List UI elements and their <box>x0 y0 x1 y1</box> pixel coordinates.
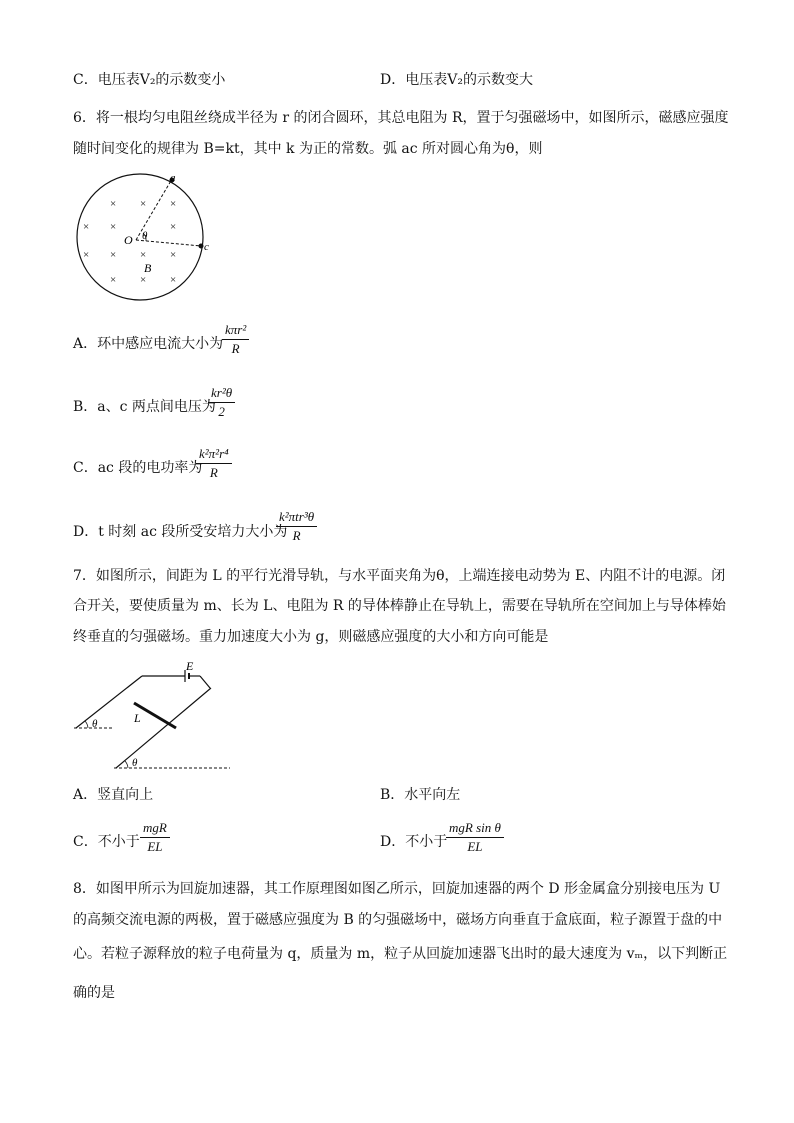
angle-theta-label: θ <box>142 230 148 242</box>
q8-stem-line-3: 心。若粒子源释放的粒子电荷量为 q，质量为 m，粒子从回旋加速器飞出时的最大速度为 vₘ，以下判断正 <box>73 946 728 962</box>
q7-rail-figure <box>72 660 232 772</box>
cross-mark: × <box>170 198 177 210</box>
length-l-label: L <box>134 711 141 725</box>
q6-option-b-fraction <box>208 385 235 420</box>
fraction-denominator: R <box>292 528 301 543</box>
q6-option-d-fraction <box>276 509 317 544</box>
cross-mark: × <box>83 221 90 233</box>
q7-option-c-label: C．不小于 <box>73 834 140 850</box>
angle-theta-bottom-label: θ <box>132 757 138 769</box>
q7-stem-line-2: 合开关，要使质量为 m、长为 L、电阻为 R 的导体棒静止在导轨上，需要在导轨所在空间加上与导体棒始 <box>73 598 726 614</box>
q7-stem-line-3: 终垂直的匀强磁场。重力加速度大小为 g，则磁感应强度的大小和方向可能是 <box>73 629 549 645</box>
angle-theta-top-label: θ <box>92 718 98 730</box>
fraction-denominator: R <box>231 341 240 356</box>
cross-mark: × <box>170 221 177 233</box>
q7-option-d-fraction <box>446 820 504 855</box>
q8-stem-line-2: 的高频交流电源的两极，置于磁感应强度为 B 的匀强磁场中，磁场方向垂直于盒底面，粒子源置于盘的中 <box>73 912 723 928</box>
fraction-numerator: k²πtr³θ <box>276 509 317 527</box>
emf-e-label: E <box>186 660 194 673</box>
cross-mark: × <box>110 249 117 261</box>
cross-mark: × <box>83 249 90 261</box>
q5-option-d: D．电压表V₂的示数变大 <box>380 72 533 88</box>
q7-option-a: A．竖直向上 <box>73 787 154 803</box>
fraction-denominator: EL <box>147 839 163 854</box>
lower-rail <box>116 688 211 768</box>
cross-mark: × <box>140 249 147 261</box>
q6-stem-line-1: 6．将一根均匀电阻丝绕成半径为 r 的闭合圆环，其总电阻为 R，置于匀强磁场中，如图所示，磁感应强度 <box>73 110 729 126</box>
q7-option-b: B．水平向左 <box>380 787 461 803</box>
cross-mark: × <box>110 274 117 286</box>
point-a-label: a <box>170 172 176 184</box>
q6-option-b-label: B．a、c 两点间电压为 <box>73 399 216 415</box>
fraction-numerator: mgR sin θ <box>446 820 504 838</box>
switch-blade <box>200 676 210 688</box>
cross-mark: × <box>110 198 117 210</box>
point-c-label: c <box>204 241 209 253</box>
q7-option-d-label: D．不小于 <box>380 834 448 850</box>
q8-stem-line-1: 8．如图甲所示为回旋加速器，其工作原理图如图乙所示，回旋加速器的两个 D 形金属盒分别接电压为 U <box>73 881 721 897</box>
q7-stem-line-1: 7．如图所示，间距为 L 的平行光滑导轨，与水平面夹角为θ，上端连接电动势为 E、内阻不计的电源。闭 <box>73 568 726 584</box>
q7-option-c-fraction <box>140 820 170 855</box>
upper-rail <box>76 676 142 728</box>
q5-option-c: C．电压表V₂的示数变小 <box>73 72 226 88</box>
q6-circle-figure <box>70 170 215 305</box>
angle-arc-top <box>85 721 88 728</box>
q6-option-c-fraction <box>196 446 232 481</box>
fraction-denominator: 2 <box>218 404 225 419</box>
point-c-dot <box>199 244 204 249</box>
cross-mark: × <box>170 249 177 261</box>
field-b-label: B <box>144 261 152 275</box>
cross-mark: × <box>140 198 147 210</box>
q6-option-d-label: D．t 时刻 ac 段所受安培力大小为 <box>73 524 288 540</box>
fraction-numerator: mgR <box>140 820 170 838</box>
cross-mark: × <box>110 221 117 233</box>
fraction-numerator: k²π²r⁴ <box>196 446 232 464</box>
q8-stem-line-4: 确的是 <box>73 985 115 1001</box>
cross-mark: × <box>170 274 177 286</box>
fraction-numerator: kπr² <box>222 322 249 340</box>
q6-stem-line-2: 随时间变化的规律为 B=kt，其中 k 为正的常数。弧 ac 所对圆心角为θ，则 <box>73 141 543 157</box>
fraction-denominator: R <box>209 465 218 480</box>
fraction-numerator: kr²θ <box>208 385 235 403</box>
q6-option-c-label: C．ac 段的电功率为 <box>73 460 203 476</box>
q6-option-a-label: A．环中感应电流大小为 <box>73 336 224 352</box>
angle-arc-bottom <box>125 761 128 768</box>
cross-mark: × <box>140 274 147 286</box>
center-o-label: O <box>124 233 133 247</box>
fraction-denominator: EL <box>467 839 483 854</box>
q6-option-a-fraction <box>222 322 249 357</box>
